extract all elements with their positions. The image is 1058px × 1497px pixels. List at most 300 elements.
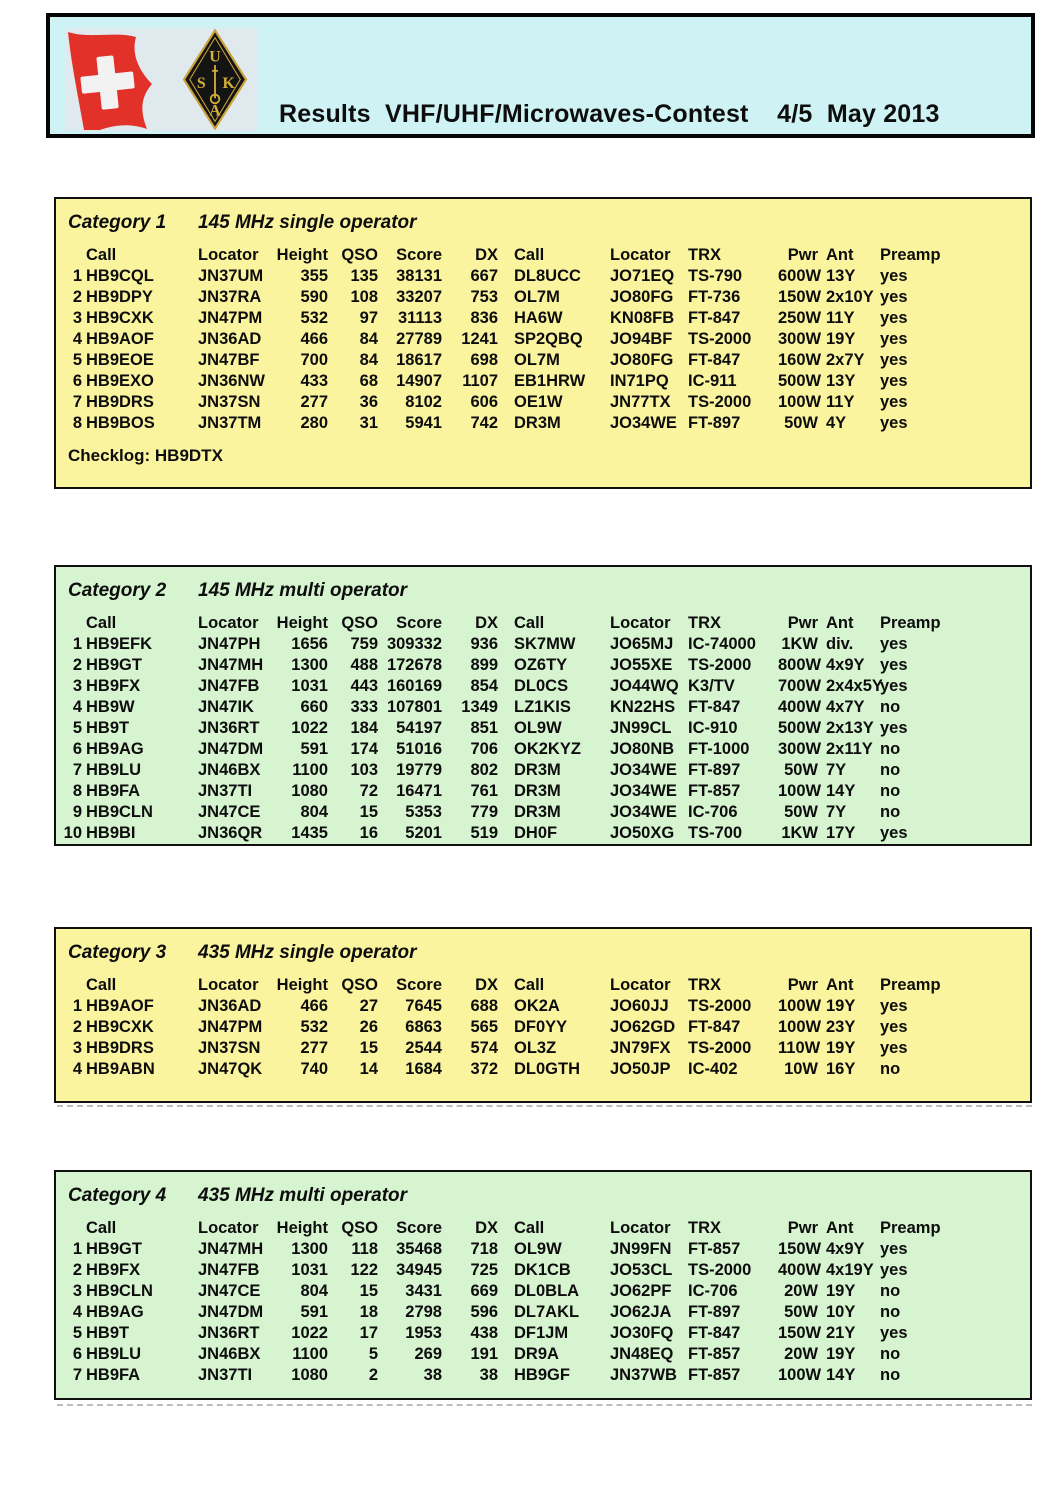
cell-rank: 4 <box>72 1060 82 1078</box>
cell-preamp: yes <box>880 309 908 327</box>
cell-call2: DL0GTH <box>514 1060 580 1078</box>
cell-preamp: no <box>880 1366 901 1384</box>
cell-preamp: no <box>880 1282 901 1300</box>
cell-pwr: 150W <box>778 288 822 306</box>
cell-locator2: JO53CL <box>610 1261 673 1279</box>
cell-pwr: 160W <box>778 351 822 369</box>
cell-locator2: JN99CL <box>610 719 672 737</box>
cell-score: 2544 <box>405 1039 442 1057</box>
cell-ant: 2x11Y <box>826 740 873 758</box>
cell-pwr: 50W <box>784 761 818 779</box>
col-header-call: Call <box>86 246 117 264</box>
cell-call: HB9FX <box>86 677 141 695</box>
cell-height: 1080 <box>291 782 328 800</box>
cell-locator: JN37RA <box>198 288 262 306</box>
cell-locator2: JO80FG <box>610 288 674 306</box>
category-2-panel <box>54 565 1032 846</box>
cell-locator: JN47BF <box>198 351 260 369</box>
col-header-qso: QSO <box>341 976 378 994</box>
table-header-row <box>62 975 1030 996</box>
cell-qso: 31 <box>359 414 378 432</box>
col-header-call2: Call <box>514 1219 545 1237</box>
cell-qso: 488 <box>350 656 378 674</box>
cell-call: HB9DRS <box>86 393 154 411</box>
cell-score: 3431 <box>405 1282 442 1300</box>
cell-dx: 851 <box>470 719 498 737</box>
cell-pwr: 300W <box>778 740 822 758</box>
cell-qso: 108 <box>350 288 378 306</box>
cell-score: 172678 <box>386 656 442 674</box>
cell-preamp: yes <box>880 1324 908 1342</box>
cell-qso: 333 <box>350 698 378 716</box>
col-header-score: Score <box>396 976 442 994</box>
table-row <box>62 1365 1030 1386</box>
cell-rank: 8 <box>72 782 82 800</box>
cell-ant: 19Y <box>826 1039 856 1057</box>
cell-score: 18617 <box>396 351 442 369</box>
cell-rank: 2 <box>72 1018 82 1036</box>
cell-call2: DF1JM <box>514 1324 569 1342</box>
cell-locator2: JO34WE <box>610 782 677 800</box>
cell-trx: TS-2000 <box>688 1261 752 1279</box>
cell-call2: OZ6TY <box>514 656 568 674</box>
cell-dx: 1241 <box>461 330 498 348</box>
cell-call2: OL9W <box>514 719 562 737</box>
cell-locator: JN37SN <box>198 393 261 411</box>
cell-dx: 438 <box>470 1324 498 1342</box>
category-name: Category 1 <box>68 212 167 233</box>
cell-locator: JN47CE <box>198 803 261 821</box>
cell-height: 1300 <box>291 1240 328 1258</box>
cell-rank: 3 <box>72 1282 82 1300</box>
col-header-pwr: Pwr <box>787 246 818 264</box>
cell-qso: 97 <box>359 309 378 327</box>
cell-score: 1684 <box>405 1060 442 1078</box>
cell-qso: 14 <box>359 1060 378 1078</box>
cell-preamp: yes <box>880 414 908 432</box>
cell-trx: TS-700 <box>688 824 743 842</box>
cell-height: 466 <box>300 997 328 1015</box>
cell-qso: 174 <box>350 740 378 758</box>
col-header-ant: Ant <box>826 246 854 264</box>
cell-pwr: 800W <box>778 656 822 674</box>
cell-height: 280 <box>300 414 328 432</box>
cell-trx: FT-897 <box>688 1303 741 1321</box>
cell-qso: 68 <box>359 372 378 390</box>
cell-locator2: JO50XG <box>610 824 675 842</box>
cell-call2: OL9W <box>514 1240 562 1258</box>
cell-dx: 742 <box>470 414 498 432</box>
col-header-qso: QSO <box>341 614 378 632</box>
category-subtitle: 435 MHz multi operator <box>198 1185 408 1206</box>
col-header-height: Height <box>276 1219 328 1237</box>
cell-rank: 4 <box>72 1303 82 1321</box>
cell-rank: 7 <box>72 761 82 779</box>
category-name: Category 3 <box>68 942 167 963</box>
cell-height: 466 <box>300 330 328 348</box>
col-header-ant: Ant <box>826 976 854 994</box>
cell-locator2: JO71EQ <box>610 267 675 285</box>
cell-call2: DR3M <box>514 782 561 800</box>
cell-rank: 3 <box>72 1039 82 1057</box>
cell-score: 309332 <box>386 635 442 653</box>
col-header-trx: TRX <box>688 976 721 994</box>
cell-pwr: 100W <box>778 997 822 1015</box>
cell-dx: 802 <box>470 761 498 779</box>
table-row <box>62 676 1030 697</box>
cell-preamp: yes <box>880 1018 908 1036</box>
cell-dx: 761 <box>470 782 498 800</box>
cell-dx: 574 <box>470 1039 498 1057</box>
cell-preamp: yes <box>880 719 908 737</box>
cell-rank: 5 <box>72 719 82 737</box>
cell-dx: 596 <box>470 1303 498 1321</box>
cell-height: 804 <box>300 1282 328 1300</box>
cell-preamp: yes <box>880 1240 908 1258</box>
cell-height: 1656 <box>291 635 328 653</box>
col-header-call: Call <box>86 976 117 994</box>
uska-emblem-icon <box>178 29 252 130</box>
cell-height: 532 <box>300 1018 328 1036</box>
cell-ant: 7Y <box>826 761 847 779</box>
cell-pwr: 1KW <box>781 635 818 653</box>
cell-preamp: no <box>880 761 901 779</box>
cell-ant: 16Y <box>826 1060 856 1078</box>
cell-call2: HB9GF <box>514 1366 570 1384</box>
cell-qso: 103 <box>350 761 378 779</box>
header-bar <box>46 13 1035 138</box>
cell-score: 107801 <box>386 698 442 716</box>
col-header-locator: Locator <box>198 976 259 994</box>
cell-qso: 443 <box>350 677 378 695</box>
col-header-trx: TRX <box>688 614 721 632</box>
col-header-ant: Ant <box>826 614 854 632</box>
cell-call2: DL0BLA <box>514 1282 580 1300</box>
cell-rank: 3 <box>72 677 82 695</box>
cell-locator: JN36NW <box>198 372 265 390</box>
cell-trx: IC-911 <box>688 372 737 390</box>
cell-locator: JN47MH <box>198 656 264 674</box>
cell-call: HB9FA <box>86 1366 141 1384</box>
cell-height: 1435 <box>291 824 328 842</box>
results-table <box>56 1218 1030 1386</box>
cell-qso: 118 <box>351 1240 378 1258</box>
cell-call: HB9BOS <box>86 414 155 432</box>
col-header-call2: Call <box>514 246 545 264</box>
cell-preamp: no <box>880 740 901 758</box>
cell-preamp: yes <box>880 635 908 653</box>
cell-rank: 2 <box>72 656 82 674</box>
cell-rank: 8 <box>72 414 82 432</box>
category-4-panel <box>54 1170 1032 1400</box>
emblem-letter-a: A <box>209 102 221 120</box>
cell-score: 27789 <box>396 330 442 348</box>
cell-ant: 23Y <box>826 1018 856 1036</box>
category-1-title <box>56 212 1030 234</box>
cell-pwr: 20W <box>784 1345 818 1363</box>
cell-score: 2798 <box>405 1303 442 1321</box>
cell-trx: TS-790 <box>688 267 743 285</box>
cell-call2: SK7MW <box>514 635 576 653</box>
cell-ant: 14Y <box>826 782 856 800</box>
cell-locator2: JN99FN <box>610 1240 672 1258</box>
cell-preamp: yes <box>880 393 908 411</box>
cell-height: 1022 <box>291 719 328 737</box>
category-2-title <box>56 580 1030 602</box>
cell-preamp: no <box>880 803 901 821</box>
cell-score: 7645 <box>405 997 442 1015</box>
col-header-ant: Ant <box>826 1219 854 1237</box>
cell-call: HB9W <box>86 698 135 716</box>
cell-pwr: 100W <box>778 782 822 800</box>
cell-qso: 122 <box>350 1261 378 1279</box>
col-header-height: Height <box>276 246 328 264</box>
cell-locator2: KN22HS <box>610 698 676 716</box>
col-header-locator: Locator <box>198 614 259 632</box>
cell-dx: 936 <box>470 635 498 653</box>
cell-qso: 26 <box>359 1018 378 1036</box>
cell-ant: 4x9Y <box>826 656 865 674</box>
cell-score: 1953 <box>405 1324 442 1342</box>
table-row <box>62 802 1030 823</box>
cell-qso: 135 <box>350 267 378 285</box>
cell-locator: JN47DM <box>198 1303 264 1321</box>
cell-locator: JN36AD <box>198 330 262 348</box>
cell-pwr: 50W <box>784 414 818 432</box>
cell-dx: 1107 <box>462 372 498 390</box>
cell-call: HB9EOE <box>86 351 154 369</box>
cell-ant: 11Y <box>826 309 855 327</box>
cell-dx: 836 <box>470 309 498 327</box>
col-header-preamp: Preamp <box>880 614 941 632</box>
col-header-dx: DX <box>475 246 498 264</box>
cell-pwr: 100W <box>778 1366 822 1384</box>
cell-preamp: yes <box>880 824 908 842</box>
cell-call2: SP2QBQ <box>514 330 583 348</box>
cell-locator2: JN77TX <box>610 393 671 411</box>
cell-trx: FT-847 <box>688 309 741 327</box>
cell-call: HB9GT <box>86 1240 142 1258</box>
col-header-preamp: Preamp <box>880 976 941 994</box>
cell-preamp: yes <box>880 677 908 695</box>
cell-call: HB9LU <box>86 1345 142 1363</box>
cell-pwr: 250W <box>778 309 822 327</box>
page-title: Results VHF/UHF/Microwaves-Contest 4/5 May 2013 <box>279 100 940 128</box>
cell-ant: 7Y <box>826 803 847 821</box>
cell-score: 19779 <box>396 761 442 779</box>
cell-rank: 1 <box>72 635 82 653</box>
cell-dx: 899 <box>470 656 498 674</box>
cell-call2: OK2KYZ <box>514 740 581 758</box>
cell-call2: OE1W <box>514 393 563 411</box>
cell-height: 277 <box>300 393 328 411</box>
cell-rank: 6 <box>72 372 82 390</box>
table-header-row <box>62 1218 1030 1239</box>
table-row <box>62 350 1030 371</box>
cell-dx: 698 <box>470 351 498 369</box>
cell-locator: JN47PH <box>198 635 261 653</box>
cell-call: HB9AOF <box>86 330 154 348</box>
cell-locator2: JO60JJ <box>610 997 669 1015</box>
cell-preamp: no <box>880 1345 901 1363</box>
cell-rank: 1 <box>72 1240 82 1258</box>
cell-ant: 2x7Y <box>826 351 865 369</box>
cell-score: 31113 <box>397 309 442 327</box>
table-row <box>62 996 1030 1017</box>
cell-height: 1080 <box>291 1366 328 1384</box>
cell-preamp: no <box>880 698 901 716</box>
cell-locator2: JO62GD <box>610 1018 676 1036</box>
table-row <box>62 329 1030 350</box>
cell-locator: JN47CE <box>198 1282 261 1300</box>
cell-preamp: yes <box>880 1261 908 1279</box>
cell-score: 34945 <box>396 1261 442 1279</box>
cell-pwr: 20W <box>784 1282 818 1300</box>
table-row <box>62 655 1030 676</box>
cell-rank: 5 <box>72 351 82 369</box>
cell-height: 700 <box>300 351 328 369</box>
cell-pwr: 150W <box>778 1240 822 1258</box>
table-row <box>62 1323 1030 1344</box>
cell-rank: 2 <box>72 288 82 306</box>
cell-trx: IC-706 <box>688 1282 738 1300</box>
cell-qso: 5 <box>368 1345 378 1363</box>
cell-trx: FT-847 <box>688 698 741 716</box>
cell-preamp: yes <box>880 351 908 369</box>
cell-preamp: yes <box>880 1039 908 1057</box>
cell-ant: 4Y <box>826 414 847 432</box>
cell-call2: DK1CB <box>514 1261 571 1279</box>
category-subtitle: 145 MHz multi operator <box>198 580 408 601</box>
cell-call: HB9AOF <box>86 997 154 1015</box>
table-row <box>62 1302 1030 1323</box>
cell-call: HB9EXO <box>86 372 154 390</box>
table-row <box>62 739 1030 760</box>
cell-dx: 565 <box>470 1018 498 1036</box>
table-row <box>62 413 1030 434</box>
cell-pwr: 150W <box>778 1324 822 1342</box>
cell-locator: JN37UM <box>198 267 264 285</box>
cell-pwr: 110W <box>778 1039 821 1057</box>
cell-score: 160169 <box>386 677 442 695</box>
cell-rank: 7 <box>72 1366 82 1384</box>
col-header-height: Height <box>276 976 328 994</box>
cell-ant: div. <box>826 635 854 653</box>
cell-trx: FT-897 <box>688 414 741 432</box>
table-row <box>62 1281 1030 1302</box>
cell-ant: 14Y <box>826 1366 856 1384</box>
cell-preamp: yes <box>880 656 908 674</box>
cell-call2: OL7M <box>514 351 560 369</box>
cell-height: 355 <box>300 267 328 285</box>
cell-preamp: no <box>880 1060 901 1078</box>
table-row <box>62 1038 1030 1059</box>
category-subtitle: 435 MHz single operator <box>198 942 417 963</box>
cell-qso: 2 <box>368 1366 378 1384</box>
cell-dx: 718 <box>470 1240 498 1258</box>
cell-dx: 688 <box>470 997 498 1015</box>
cell-locator: JN47FB <box>198 1261 260 1279</box>
cell-pwr: 10W <box>784 1060 818 1078</box>
cell-pwr: 300W <box>778 330 822 348</box>
cell-locator2: JO44WQ <box>610 677 679 695</box>
table-row <box>62 823 1030 844</box>
cell-call: HB9GT <box>86 656 142 674</box>
cell-height: 591 <box>300 740 328 758</box>
col-header-locator2: Locator <box>610 1219 671 1237</box>
cell-height: 1100 <box>292 1345 328 1363</box>
cell-height: 1300 <box>291 656 328 674</box>
cell-pwr: 400W <box>778 698 822 716</box>
col-header-dx: DX <box>475 614 498 632</box>
cell-call2: OL7M <box>514 288 560 306</box>
cell-call2: LZ1KIS <box>514 698 571 716</box>
table-row <box>62 1017 1030 1038</box>
cell-locator: JN47PM <box>198 309 263 327</box>
table-row <box>62 1260 1030 1281</box>
cell-ant: 19Y <box>826 1282 856 1300</box>
cell-ant: 21Y <box>826 1324 856 1342</box>
col-header-pwr: Pwr <box>787 976 818 994</box>
cell-height: 433 <box>300 372 328 390</box>
cell-locator2: JN48EQ <box>610 1345 674 1363</box>
cell-rank: 6 <box>72 740 82 758</box>
cell-rank: 6 <box>72 1345 82 1363</box>
cell-locator2: JO65MJ <box>610 635 674 653</box>
cell-locator: JN46BX <box>198 1345 261 1363</box>
table-row <box>62 392 1030 413</box>
cell-height: 1100 <box>292 761 328 779</box>
cell-locator: JN36RT <box>198 1324 260 1342</box>
table-row <box>62 781 1030 802</box>
cell-locator2: KN08FB <box>610 309 675 327</box>
cell-ant: 19Y <box>826 330 856 348</box>
cell-dx: 1349 <box>461 698 498 716</box>
emblem-letter-k: K <box>222 75 235 93</box>
cell-qso: 184 <box>350 719 378 737</box>
col-header-pwr: Pwr <box>787 614 818 632</box>
cell-qso: 17 <box>359 1324 378 1342</box>
cell-rank: 1 <box>72 997 82 1015</box>
cell-call: HB9T <box>86 1324 130 1342</box>
col-header-locator2: Locator <box>610 614 671 632</box>
col-header-pwr: Pwr <box>787 1219 818 1237</box>
table-row <box>62 718 1030 739</box>
col-header-qso: QSO <box>341 246 378 264</box>
cell-score: 54197 <box>396 719 442 737</box>
cell-dx: 606 <box>470 393 498 411</box>
cell-pwr: 100W <box>778 393 822 411</box>
cell-height: 1031 <box>291 677 328 695</box>
cell-pwr: 500W <box>778 719 822 737</box>
cell-qso: 15 <box>359 803 378 821</box>
category-4-title <box>56 1185 1030 1207</box>
cell-locator: JN47QK <box>198 1060 263 1078</box>
cell-dx: 519 <box>470 824 498 842</box>
col-header-call2: Call <box>514 976 545 994</box>
cell-call: HB9CQL <box>86 267 154 285</box>
cell-qso: 15 <box>359 1039 378 1057</box>
cell-ant: 11Y <box>826 393 855 411</box>
col-header-locator: Locator <box>198 246 259 264</box>
checklog-note: Checklog: HB9DTX <box>68 446 223 465</box>
cell-trx: FT-857 <box>688 782 741 800</box>
cell-score: 33207 <box>396 288 442 306</box>
cell-qso: 84 <box>359 330 378 348</box>
cell-call: HB9CXK <box>86 309 154 327</box>
cell-preamp: no <box>880 782 901 800</box>
table-row <box>62 266 1030 287</box>
